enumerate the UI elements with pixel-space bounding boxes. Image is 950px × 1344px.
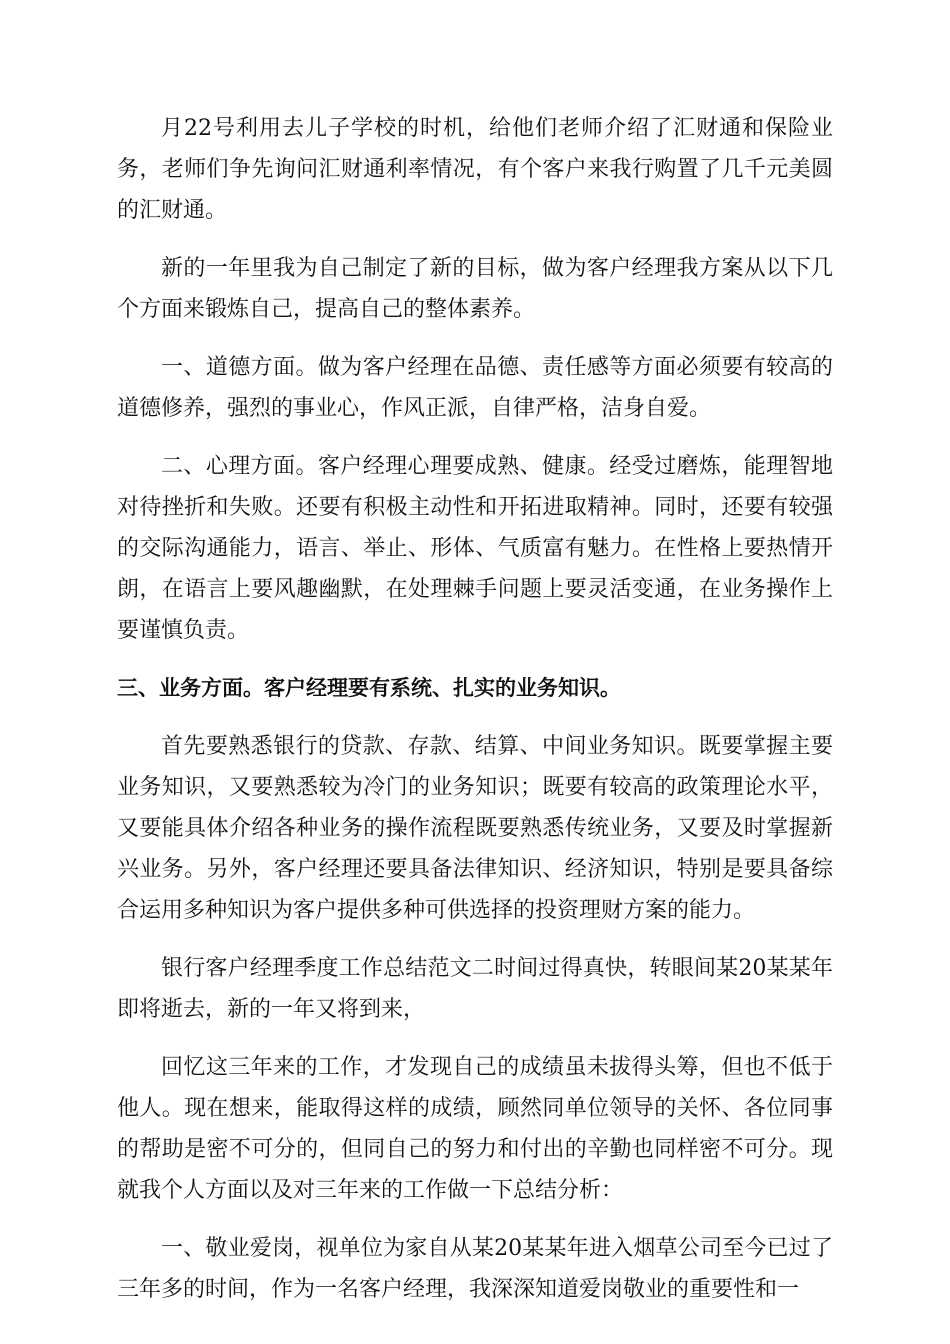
paragraph: 银行客户经理季度工作总结范文二时间过得真快，转眼间某20某某年即将逝去，新的一年又将到来， [117, 956, 833, 1022]
paragraph: 新的一年里我为自己制定了新的目标，做为客户经理我方案从以下几个方面来锻炼自己，提高自己的整体素养。 [117, 256, 833, 322]
paragraph: 一、敬业爱岗，视单位为家自从某20某某年进入烟草公司至今已过了三年多的时间，作为一名客户经理，我深深知道爱岗敬业的重要性和一 [117, 1236, 833, 1302]
document-body [117, 108, 833, 1327]
paragraph: 首先要熟悉银行的贷款、存款、结算、中间业务知识。既要掌握主要业务知识，又要熟悉较为冷门的业务知识；既要有较高的政策理论水平，又要能具体介绍各种业务的操作流程既要熟悉传统业务，又要及时掌握新兴业务。另外，客户经理还要具备法律知识、经济知识，特别是要具备综合运用多种知识为客户提供多种可供选择的投资理财方案的能力。 [117, 734, 833, 923]
paragraph: 二、心理方面。客户经理心理要成熟、健康。经受过磨炼，能理智地对待挫折和失败。还要有积极主动性和开拓进取精神。同时，还要有较强的交际沟通能力，语言、举止、形体、气质富有魅力。在性格上要热情开朗，在语言上要风趣幽默，在处理棘手问题上要灵活变通，在业务操作上要谨慎负责。 [117, 454, 833, 643]
paragraph: 一、道德方面。做为客户经理在品德、责任感等方面必须要有较高的道德修养，强烈的事业心，作风正派，自律严格，洁身自爱。 [117, 355, 833, 421]
paragraph: 月22号利用去儿子学校的时机，给他们老师介绍了汇财通和保险业务，老师们争先询问汇财通利率情况，有个客户来我行购置了几千元美圆的汇财通。 [117, 116, 833, 223]
paragraph: 回忆这三年来的工作，才发现自己的成绩虽未拔得头筹，但也不低于他人。现在想来，能取得这样的成绩，顾然同单位领导的关怀、各位同事的帮助是密不可分的，但同自己的努力和付出的辛勤也同样密不可分。现就我个人方面以及对三年来的工作做一下总结分析： [117, 1055, 833, 1203]
section-heading: 三、业务方面。客户经理要有系统、扎实的业务知识。 [117, 676, 621, 700]
